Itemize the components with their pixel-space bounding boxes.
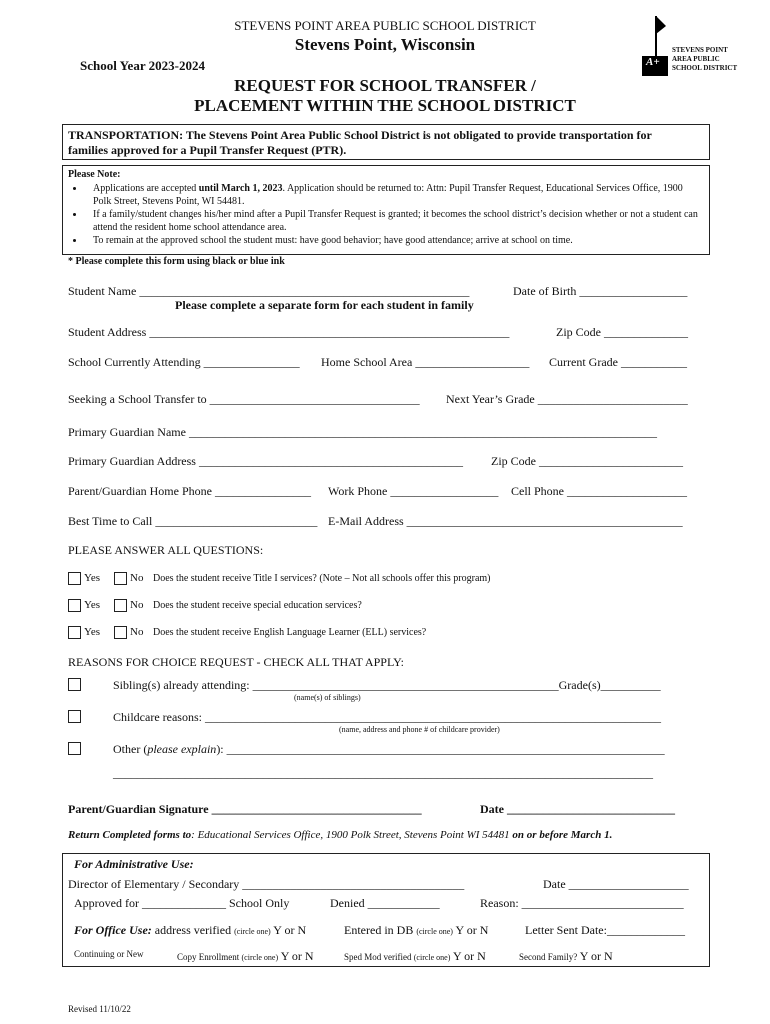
cell-phone-field[interactable]: Cell Phone ____________________ [511,484,687,498]
q1-no-label: No [130,572,144,584]
q2-yes-label: Yes [84,599,101,611]
district-name: STEVENS POINT AREA PUBLIC SCHOOL DISTRICT [234,18,536,33]
school-year: School Year 2023-2024 [80,58,205,73]
sibling-field[interactable]: Sibling(s) already attending: ___________________________________________________Grade(s)__________ [113,678,661,692]
sibling-checkbox[interactable] [68,678,81,691]
entered-db-field[interactable]: Entered in DB (circle one) Y or N [344,923,489,937]
q3-no-checkbox[interactable] [114,626,127,639]
transportation-box [62,124,710,160]
current-grade-field[interactable]: Current Grade ___________ [549,355,687,369]
letter-sent-field[interactable]: Letter Sent Date:_____________ [525,923,685,937]
home-school-field[interactable]: Home School Area ___________________ [321,355,530,369]
revised-date: Revised 11/10/22 [68,1004,131,1014]
form-title-line1: REQUEST FOR SCHOOL TRANSFER / [234,76,536,95]
home-phone-field[interactable]: Parent/Guardian Home Phone ________________ [68,484,311,498]
ink-note: * Please complete this form using black or blue ink [68,256,285,267]
logo-text-1: STEVENS POINT [672,46,728,54]
q1-yes-checkbox[interactable] [68,572,81,585]
q1-text: Does the student receive Title I services? (Note – Not all schools offer this program) [153,573,491,584]
sibling-hint: (name(s) of siblings) [294,693,361,702]
admin-heading: For Administrative Use: [74,857,194,871]
reason-field[interactable]: Reason: ___________________________ [480,896,684,910]
childcare-field[interactable]: Childcare reasons: ____________________________________________________________________________ [113,710,661,724]
school-attending-field[interactable]: School Currently Attending ________________ [68,355,300,369]
return-instructions: Return Completed forms to: Educational Services Office, 1900 Polk Street, Stevens Point WI 54481 on or before March 1. [68,829,613,841]
student-address-field[interactable]: Student Address ____________________________________________________________ [68,325,510,339]
email-field[interactable]: E-Mail Address ______________________________________________ [328,514,683,528]
q1-yes-label: Yes [84,572,101,584]
q3-text: Does the student receive English Language Learner (ELL) services? [153,627,427,638]
logo-text-2: AREA PUBLIC [672,55,720,63]
student-name-field[interactable]: Student Name _______________________________________________________ [68,284,470,298]
admin-date-field[interactable]: Date ____________________ [543,877,689,891]
dob-field[interactable]: Date of Birth __________________ [513,284,688,298]
signature-field[interactable]: Parent/Guardian Signature ___________________________________ [68,802,422,816]
q3-no-label: No [130,626,144,638]
questions-heading: PLEASE ANSWER ALL QUESTIONS: [68,543,264,557]
zip-code-field[interactable]: Zip Code ______________ [556,325,688,339]
signature-date-field[interactable]: Date ____________________________ [480,802,675,816]
guardian-address-field[interactable]: Primary Guardian Address ____________________________________________ [68,454,463,468]
continuing-or-new: Continuing or New [74,949,144,959]
form-title-line2: PLACEMENT WITHIN THE SCHOOL DISTRICT [194,96,576,115]
note-item-2: • If a family/student changes his/her mind after a Pupil Transfer Request is granted; it becomes the school district’s decision whether or not a student can attend the resident home school attendance area. [85,208,701,234]
other-field[interactable]: Other (please explain): _________________________________________________________________________ [113,742,665,756]
district-city: Stevens Point, Wisconsin [294,35,476,54]
q2-yes-checkbox[interactable] [68,599,81,612]
q2-no-checkbox[interactable] [114,599,127,612]
childcare-checkbox[interactable] [68,710,81,723]
note-item-1: • Applications are accepted until March 1, 2023. Application should be returned to: Attn: Pupil Transfer Request, Educational Services Office, 1900 Polk Street, Stevens Point, WI 54481. [85,182,701,208]
notes-heading: Please Note: [68,169,121,180]
logo-mark: A+ [646,56,660,68]
second-family-field[interactable]: Second Family? Y or N [519,949,613,963]
q1-no-checkbox[interactable] [114,572,127,585]
denied-field[interactable]: Denied ____________ [330,896,440,910]
guardian-zip-field[interactable]: Zip Code ________________________ [491,454,683,468]
approved-field[interactable]: Approved for ______________ School Only [74,896,290,910]
childcare-hint: (name, address and phone # of childcare provider) [339,725,500,734]
work-phone-field[interactable]: Work Phone __________________ [328,484,499,498]
q2-no-label: No [130,599,144,611]
best-time-field[interactable]: Best Time to Call ___________________________ [68,514,318,528]
separate-form-note: Please complete a separate form for each student in family [175,298,474,312]
office-use-row: For Office Use: address verified (circle one) Y or N [74,923,307,937]
notes-box [62,165,710,255]
q2-text: Does the student receive special education services? [153,600,362,611]
note-item-3: • To remain at the approved school the student must: have good behavior; have good attendance; arrive at school on time. [85,234,701,247]
reasons-heading: REASONS FOR CHOICE REQUEST - CHECK ALL THAT APPLY: [68,655,404,669]
other-checkbox[interactable] [68,742,81,755]
transport-text-2: families approved for a Pupil Transfer Request (PTR). [68,143,347,157]
director-field[interactable]: Director of Elementary / Secondary _____________________________________ [68,877,465,891]
logo-text-3: SCHOOL DISTRICT [672,64,738,72]
q3-yes-checkbox[interactable] [68,626,81,639]
next-grade-field[interactable]: Next Year’s Grade _________________________ [446,392,688,406]
seeking-transfer-field[interactable]: Seeking a School Transfer to ___________________________________ [68,392,420,406]
sped-verified-field[interactable]: Sped Mod verified (circle one) Y or N [344,949,486,963]
notes-list [63,182,701,247]
transport-text-1: TRANSPORTATION: The Stevens Point Area Public School District is not obligated to provide transportation for [68,128,652,142]
other-field-line2[interactable]: __________________________________________________________________________________________ [113,766,653,780]
copy-enrollment-field[interactable]: Copy Enrollment (circle one) Y or N [177,949,314,963]
guardian-name-field[interactable]: Primary Guardian Name ______________________________________________________________________________ [68,425,657,439]
q3-yes-label: Yes [84,626,101,638]
